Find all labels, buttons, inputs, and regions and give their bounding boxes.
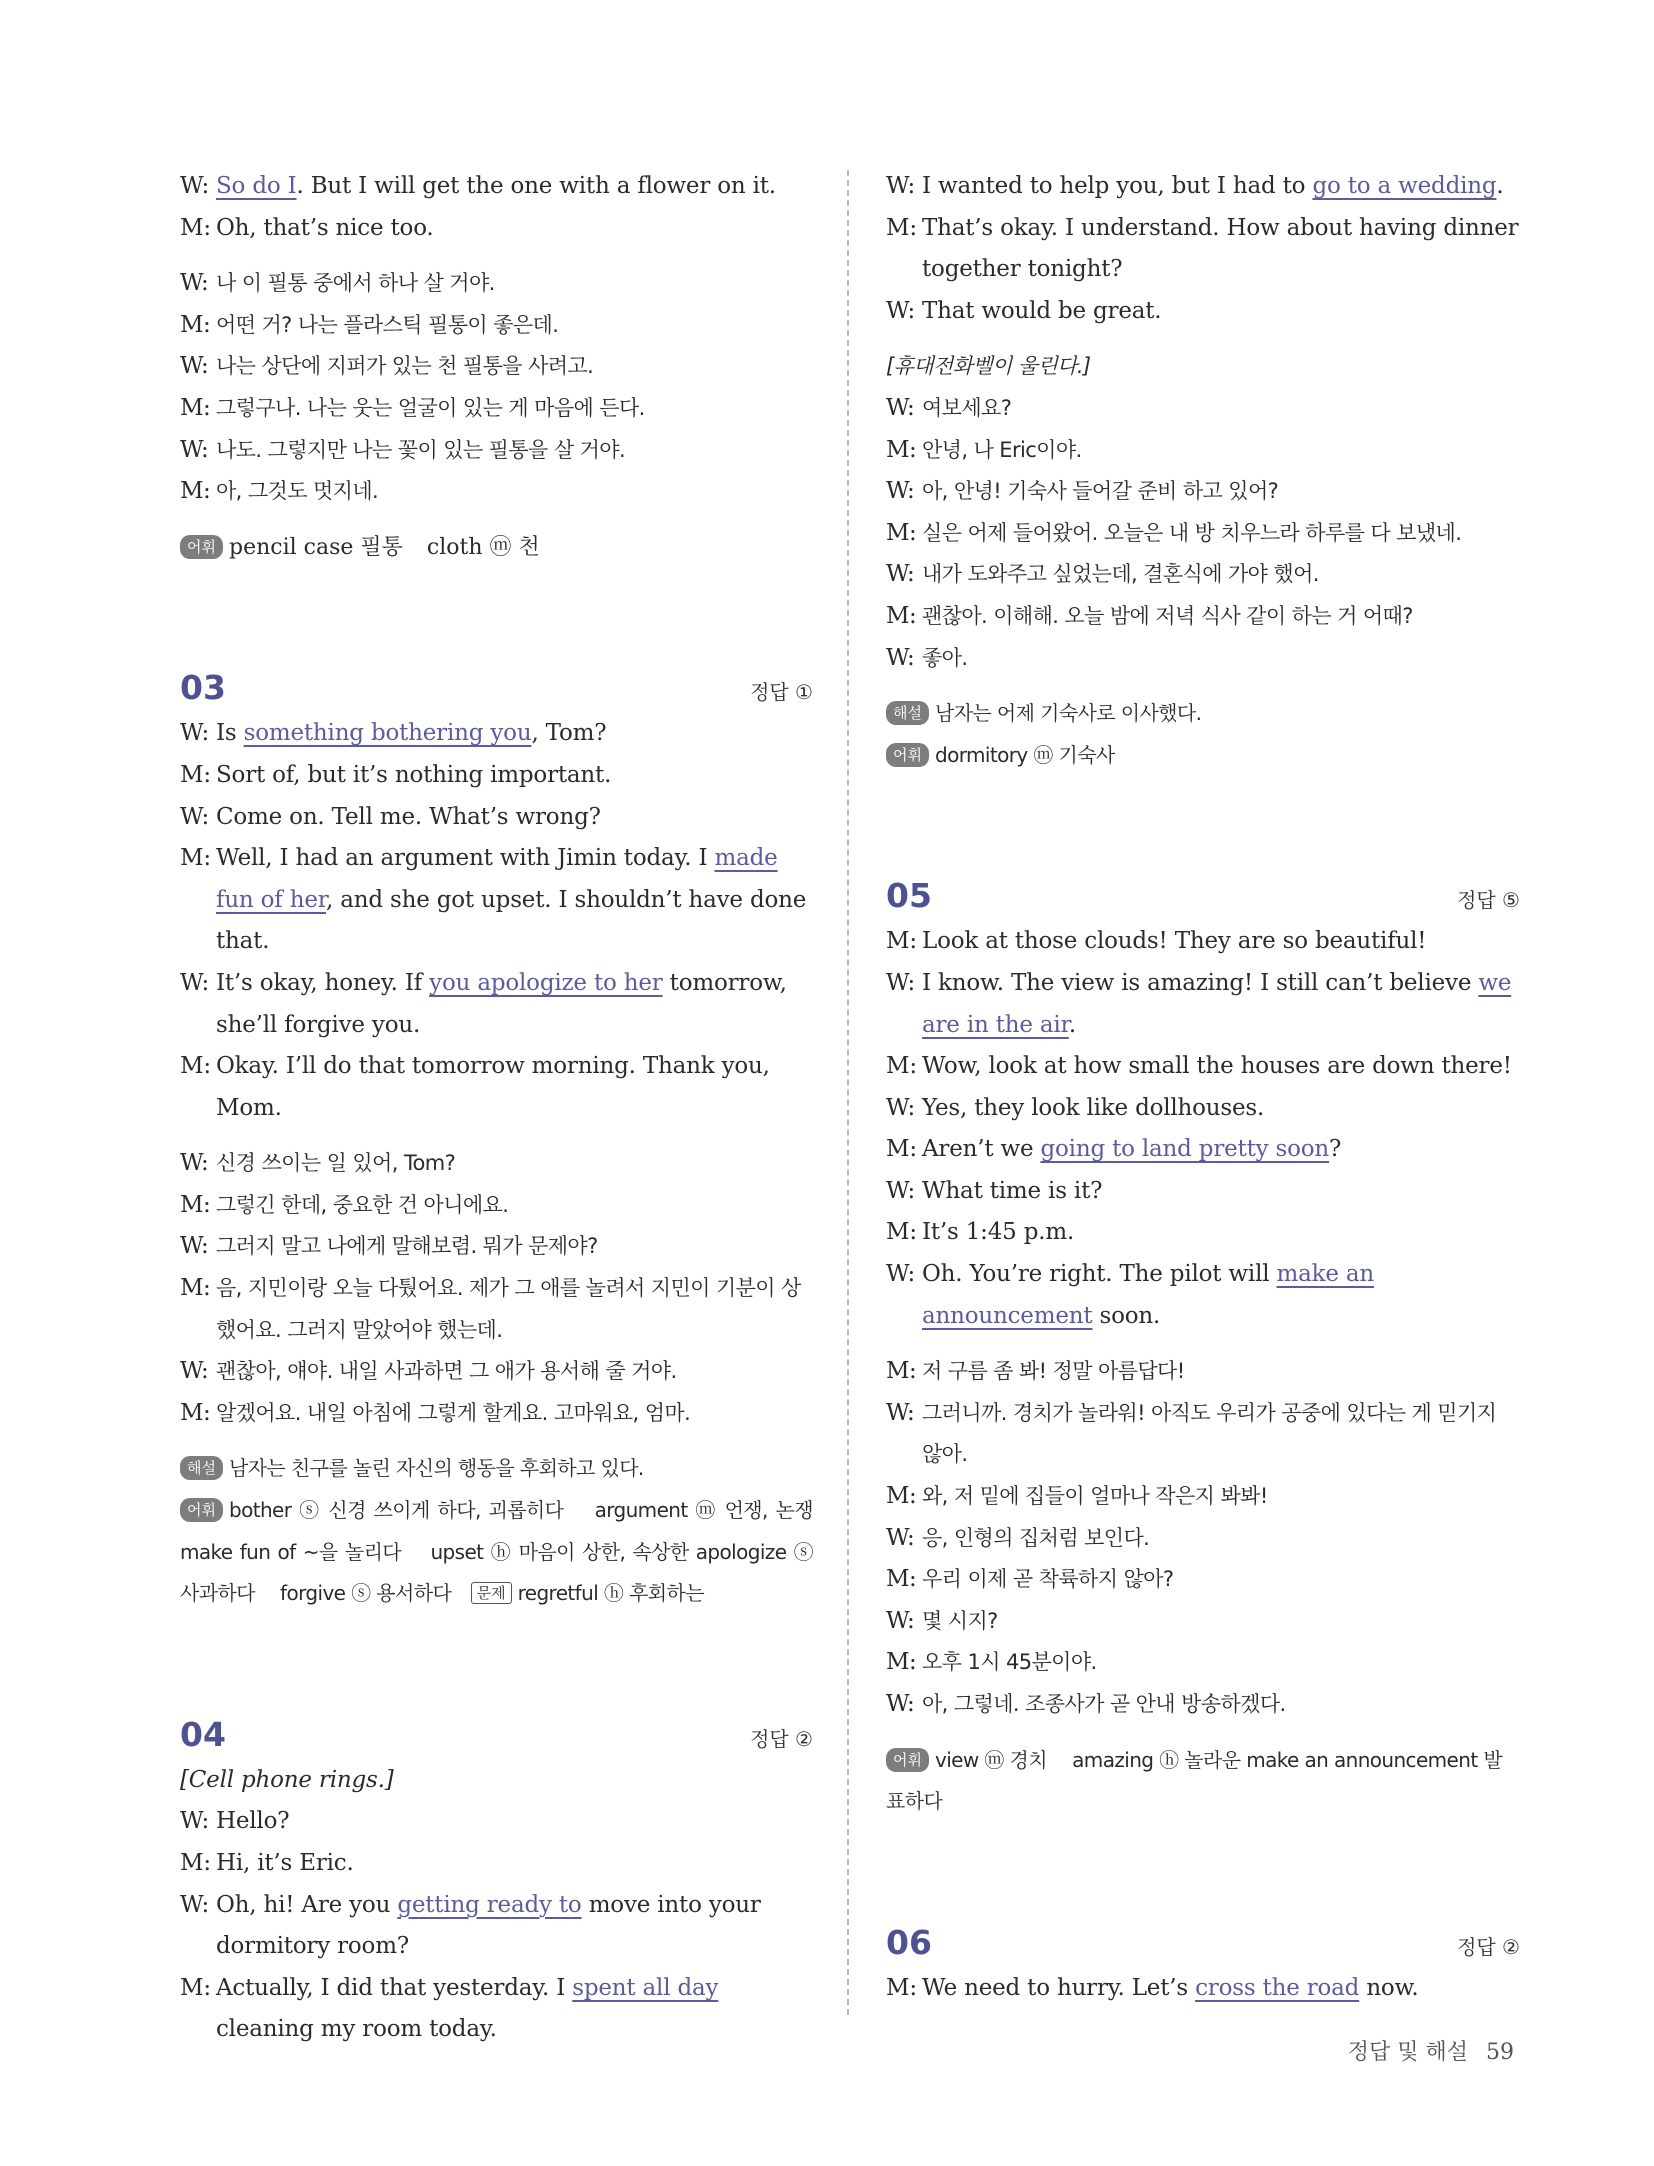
section-03-header (180, 668, 813, 707)
dialogue-line (180, 838, 813, 963)
translation-line (180, 305, 813, 347)
speaker-label: W: (180, 1808, 209, 1835)
dialogue-text: Is (216, 720, 244, 747)
section-04-dialogue-en-cont (886, 166, 1520, 332)
dialogue-text: What time is it? (922, 1177, 1103, 1204)
translation-text: 그렇구나. 나는 웃는 얼굴이 있는 게 마음에 든다. (216, 395, 645, 420)
section-number: 05 (886, 876, 932, 916)
section-number: 04 (180, 1714, 226, 1754)
translation-line (886, 1601, 1520, 1643)
section-04-vocab (886, 735, 1520, 777)
translation-text: 저 구름 좀 봐! 정말 아름답다! (922, 1359, 1185, 1384)
dialogue-text: . But I will get the one with a flower on it. (296, 173, 776, 199)
section-06-header (886, 1923, 1520, 1962)
translation-text: 그렇긴 한데, 중요한 건 아니에요. (216, 1192, 509, 1217)
vocab-text-after: regretful ⓗ 후회하는 (517, 1581, 704, 1606)
speaker-label: M: (180, 1191, 211, 1218)
key-phrase-blank: So do I (216, 173, 297, 199)
dialogue-text: I wanted to help you, but I had to (922, 173, 1313, 199)
translation-line (180, 1351, 813, 1393)
translation-line (180, 471, 813, 513)
key-phrase-blank: spent all day (572, 1974, 719, 2001)
section-number: 06 (886, 1922, 932, 1962)
translation-line (886, 430, 1520, 472)
answer-label: 정답 ② (750, 1726, 813, 1751)
dialogue-text: Well, I had an argument with Jimin today. I (216, 845, 715, 872)
speaker-label: M: (180, 761, 211, 788)
dialogue-text: Oh, hi! Are you (216, 1891, 398, 1918)
speaker-label: M: (180, 214, 211, 241)
translation-text: 우리 이제 곧 착륙하지 않아? (922, 1567, 1174, 1592)
speaker-label: M: (180, 311, 211, 338)
speaker-label: W: (180, 1150, 209, 1177)
translation-line (180, 263, 813, 305)
section-05-dialogue-en (886, 921, 1520, 1337)
translation-line (180, 1185, 813, 1227)
dialogue-text: Look at those clouds! They are so beautiful! (922, 928, 1427, 955)
dialogue-line (180, 1968, 813, 2051)
translation-line (180, 388, 813, 430)
translation-text: 몇 시지? (922, 1608, 998, 1633)
dialogue-line (180, 1885, 813, 1968)
dialogue-text: , Tom? (531, 720, 607, 747)
page-number: 59 (1486, 2040, 1514, 2065)
dialogue-line (886, 1212, 1520, 1254)
dialogue-line (886, 1171, 1520, 1213)
section-06-dialogue-en (886, 1968, 1520, 2010)
speaker-label: M: (180, 478, 211, 505)
vocab-item: cloth ⓜ 천 (426, 534, 540, 560)
dialogue-text: , and she got upset. I shouldn’t have done that. (216, 886, 807, 955)
section-04-dialogue-en (180, 1801, 813, 2051)
translation-text: 내가 도와주고 싶었는데, 결혼식에 가야 했어. (922, 562, 1319, 587)
right-column (886, 166, 1520, 2009)
key-phrase-blank: make an announcement (922, 1261, 1375, 1329)
translation-text: 실은 어제 들어왔어. 오늘은 내 방 치우느라 하루를 다 보냈네. (922, 520, 1462, 545)
speaker-label: M: (886, 519, 917, 546)
dialogue-text: now. (1359, 1974, 1419, 2001)
translation-line (180, 1226, 813, 1268)
dialogue-text: . (1068, 1011, 1076, 1038)
dialogue-line (180, 1843, 813, 1885)
dialogue-text: tomorrow, she’ll forgive you. (216, 969, 787, 1038)
speaker-label: M: (886, 1136, 917, 1163)
translation-text: 그러니까. 경치가 놀라워! 아직도 우리가 공중에 있다는 게 믿기지 않아. (922, 1400, 1497, 1467)
speaker-label: M: (886, 1483, 917, 1510)
key-phrase-blank: we are in the air (922, 969, 1512, 1038)
key-phrase-blank: go to a wedding (1312, 173, 1497, 199)
section-04-explanation (886, 693, 1520, 735)
translation-line (886, 1684, 1520, 1726)
key-phrase-blank: you apologize to her (429, 969, 663, 996)
translation-line (886, 471, 1520, 513)
dialogue-text: Okay. I’ll do that tomorrow morning. Thank you, Mom. (216, 1053, 770, 1121)
translation-text: 응, 인형의 집처럼 보인다. (922, 1525, 1150, 1550)
speaker-label: W: (886, 644, 915, 671)
vocab-text: bother ⓢ 신경 쓰이게 하다, 괴롭히다 argument ⓜ 언쟁, 논쟁 make fun of ~을 놀리다 upset ⓗ 마음이 상한, 속상한 apologize ⓢ 사과하다 forgive ⓢ 용서하다 (180, 1498, 839, 1606)
dialogue-text: Sort of, but it’s nothing important. (216, 761, 612, 788)
translation-text: 여보세요? (922, 395, 1012, 420)
speaker-label: M: (886, 1649, 917, 1676)
answer-label: 정답 ② (1457, 1934, 1520, 1959)
speaker-label: M: (180, 1850, 211, 1876)
left-top-vocab (180, 527, 813, 569)
dialogue-text: That would be great. (922, 297, 1162, 324)
translation-text: 나 이 필통 중에서 하나 살 거야. (216, 271, 495, 296)
dialogue-line (886, 166, 1520, 208)
speaker-label: W: (886, 1607, 915, 1634)
translation-text: 안녕, 나 Eric이야. (922, 437, 1082, 462)
dialogue-line (180, 797, 813, 839)
column-divider (847, 170, 849, 2015)
dialogue-line (180, 755, 813, 797)
speaker-label: M: (886, 1974, 917, 2001)
dialogue-line (886, 1254, 1520, 1337)
dialogue-text: Wow, look at how small the houses are down there! (922, 1053, 1512, 1080)
translation-text: 그러지 말고 나에게 말해보렴. 뭐가 문제야? (216, 1234, 598, 1259)
speaker-label: W: (180, 436, 209, 463)
key-phrase-blank: something bothering you (243, 720, 532, 747)
dialogue-text: soon. (1092, 1302, 1161, 1329)
answer-label: 정답 ① (750, 680, 813, 705)
speaker-label: W: (886, 1177, 915, 1204)
speaker-label: M: (886, 1219, 917, 1246)
translation-text: 음, 지민이랑 오늘 다퉜어요. 제가 그 애를 놀려서 지민이 기분이 상했어요. 그러지 말았어야 했는데. (216, 1276, 801, 1342)
dialogue-text: Hi, it’s Eric. (216, 1850, 354, 1876)
translation-line (886, 1518, 1520, 1560)
left-top-dialogue-en (180, 166, 813, 249)
vocab-tag: 어휘 (180, 1498, 223, 1522)
section-03-explanation (180, 1448, 813, 1490)
speaker-label: M: (886, 1053, 917, 1080)
vocab-tag: 어휘 (180, 535, 223, 559)
speaker-label: W: (886, 1691, 915, 1717)
speaker-label: W: (886, 969, 915, 996)
speaker-label: M: (180, 394, 211, 421)
section-05-header (886, 876, 1520, 915)
translation-line (180, 1143, 813, 1185)
stage-direction: [Cell phone rings.] (180, 1766, 394, 1793)
speaker-label: W: (886, 561, 915, 588)
stage-direction-kr: [휴대전화벨이 울린다.] (886, 354, 1091, 379)
translation-text: 괜찮아. 이해해. 오늘 밤에 저녁 식사 같이 하는 거 어때? (922, 603, 1413, 628)
vocab-text: dormitory ⓜ 기숙사 (934, 742, 1115, 767)
dialogue-text: Aren’t we (922, 1136, 1041, 1163)
translation-line (180, 1268, 813, 1351)
translation-text: 괜찮아, 얘야. 내일 사과하면 그 애가 용서해 줄 거야. (216, 1359, 677, 1384)
translation-text: 나는 상단에 지퍼가 있는 천 필통을 사려고. (216, 354, 594, 379)
dialogue-line (886, 1129, 1520, 1171)
dialogue-text: We need to hurry. Let’s (922, 1974, 1196, 2001)
speaker-label: W: (886, 1524, 915, 1551)
speaker-label: W: (180, 1233, 209, 1260)
dialogue-text: Oh, that’s nice too. (216, 214, 434, 241)
speaker-label: W: (886, 297, 915, 324)
dialogue-text: Hello? (216, 1808, 290, 1835)
translation-line (886, 554, 1520, 596)
translation-text: 아, 그렇네. 조종사가 곧 안내 방송하겠다. (922, 1692, 1286, 1716)
dialogue-text: I know. The view is amazing! I still can’t believe (922, 969, 1479, 996)
translation-text: 와, 저 밑에 집들이 얼마나 작은지 봐봐! (922, 1484, 1268, 1509)
explain-text: 남자는 어제 기숙사로 이사했다. (934, 701, 1202, 726)
section-05-vocab (886, 1740, 1520, 1823)
dialogue-text: It’s okay, honey. If (216, 969, 430, 996)
speaker-label: M: (886, 928, 917, 955)
problem-tag: 문제 (471, 1582, 512, 1604)
dialogue-line (180, 963, 813, 1046)
speaker-label: M: (886, 436, 917, 463)
dialogue-text: Actually, I did that yesterday. I (216, 1974, 573, 2001)
translation-line (886, 1559, 1520, 1601)
dialogue-line (180, 208, 813, 250)
vocab-text: view ⓜ 경치 amazing ⓗ 놀라운 make an announcement 발표하다 (886, 1747, 1503, 1814)
translation-text: 좋아. (922, 645, 968, 670)
dialogue-text: cleaning my room today. (216, 2016, 497, 2043)
page-footer (1348, 2035, 1514, 2066)
speaker-label: M: (180, 1399, 211, 1426)
dialogue-line (180, 1046, 813, 1129)
key-phrase-blank: cross the road (1195, 1974, 1360, 2001)
speaker-label: M: (886, 214, 917, 241)
speaker-label: W: (886, 394, 915, 421)
speaker-label: W: (886, 1094, 915, 1121)
translation-text: 아, 안녕! 기숙사 들어갈 준비 하고 있어? (922, 479, 1279, 504)
translation-line (886, 388, 1520, 430)
dialogue-line (886, 291, 1520, 333)
dialogue-text: . (1496, 173, 1504, 199)
dialogue-line (886, 963, 1520, 1046)
key-phrase-blank: going to land pretty soon (1040, 1136, 1330, 1163)
dialogue-text: Oh. You’re right. The pilot will (922, 1261, 1277, 1288)
dialogue-line (180, 166, 813, 208)
speaker-label: W: (180, 803, 209, 830)
translation-text: 오후 1시 45분이야. (922, 1650, 1097, 1675)
dialogue-text: ? (1329, 1136, 1342, 1163)
translation-line (886, 1476, 1520, 1518)
explain-tag: 해설 (180, 1456, 223, 1480)
speaker-label: W: (180, 270, 209, 297)
section-04-header (180, 1715, 813, 1754)
dialogue-text: Yes, they look like dollhouses. (922, 1094, 1265, 1121)
speaker-label: W: (886, 1261, 915, 1288)
translation-line (886, 513, 1520, 555)
dialogue-line (180, 713, 813, 755)
vocab-tag: 어휘 (886, 743, 929, 767)
speaker-label: W: (180, 969, 209, 996)
translation-line (886, 1393, 1520, 1476)
left-top-dialogue-kr (180, 263, 813, 513)
speaker-label: M: (180, 1275, 211, 1302)
vocab-item: pencil case 필통 (228, 534, 403, 560)
section-05-dialogue-kr (886, 1351, 1520, 1725)
speaker-label: M: (180, 845, 211, 872)
speaker-label: W: (180, 1358, 209, 1385)
section-number: 03 (180, 668, 226, 708)
speaker-label: W: (180, 720, 209, 747)
translation-line (886, 1642, 1520, 1684)
dialogue-line (886, 1046, 1520, 1088)
dialogue-text: Come on. Tell me. What’s wrong? (216, 803, 601, 830)
dialogue-line (886, 1968, 1520, 2010)
dialogue-line (886, 1088, 1520, 1130)
dialogue-text: That’s okay. I understand. How about having dinner together tonight? (922, 214, 1519, 283)
section-03-dialogue-kr (180, 1143, 813, 1434)
explain-tag: 해설 (886, 701, 929, 725)
translation-text: 어떤 거? 나는 플라스틱 필통이 좋은데. (216, 312, 559, 337)
dialogue-line (886, 208, 1520, 291)
translation-line (180, 1393, 813, 1435)
translation-text: 아, 그것도 멋지네. (216, 479, 379, 504)
translation-text: 알겠어요. 내일 아침에 그렇게 할게요. 고마워요, 엄마. (216, 1400, 691, 1425)
left-column (180, 166, 839, 2051)
speaker-label: W: (886, 173, 915, 199)
section-04-dialogue-kr (886, 388, 1520, 679)
explain-text: 남자는 친구를 놀린 자신의 행동을 후회하고 있다. (228, 1456, 644, 1481)
speaker-label: W: (180, 1891, 209, 1918)
dialogue-line (180, 1801, 813, 1843)
answer-label: 정답 ⑤ (1457, 888, 1520, 913)
speaker-label: M: (886, 602, 917, 629)
speaker-label: M: (886, 1358, 917, 1385)
translation-line (886, 596, 1520, 638)
key-phrase-blank: made fun of her (216, 845, 778, 913)
speaker-label: W: (886, 478, 915, 505)
speaker-label: M: (180, 1053, 211, 1080)
dialogue-line (886, 921, 1520, 963)
translation-text: 신경 쓰이는 일 있어, Tom? (216, 1151, 456, 1176)
section-03-vocab (180, 1490, 839, 1615)
translation-line (180, 430, 813, 472)
dialogue-text: move into your dormitory room? (216, 1891, 761, 1960)
translation-line (180, 346, 813, 388)
translation-text: 나도. 그렇지만 나는 꽃이 있는 필통을 살 거야. (216, 437, 626, 462)
key-phrase-blank: getting ready to (397, 1891, 582, 1918)
dialogue-text: It’s 1:45 p.m. (922, 1219, 1075, 1246)
speaker-label: W: (886, 1399, 915, 1426)
speaker-label: W: (180, 353, 209, 380)
translation-line (886, 1351, 1520, 1393)
speaker-label: W: (180, 173, 209, 199)
translation-line (886, 638, 1520, 680)
footer-label: 정답 및 해설 (1347, 2040, 1468, 2065)
vocab-tag: 어휘 (886, 1748, 929, 1772)
section-03-dialogue-en (180, 713, 813, 1129)
speaker-label: M: (180, 1974, 211, 2001)
speaker-label: M: (886, 1566, 917, 1593)
